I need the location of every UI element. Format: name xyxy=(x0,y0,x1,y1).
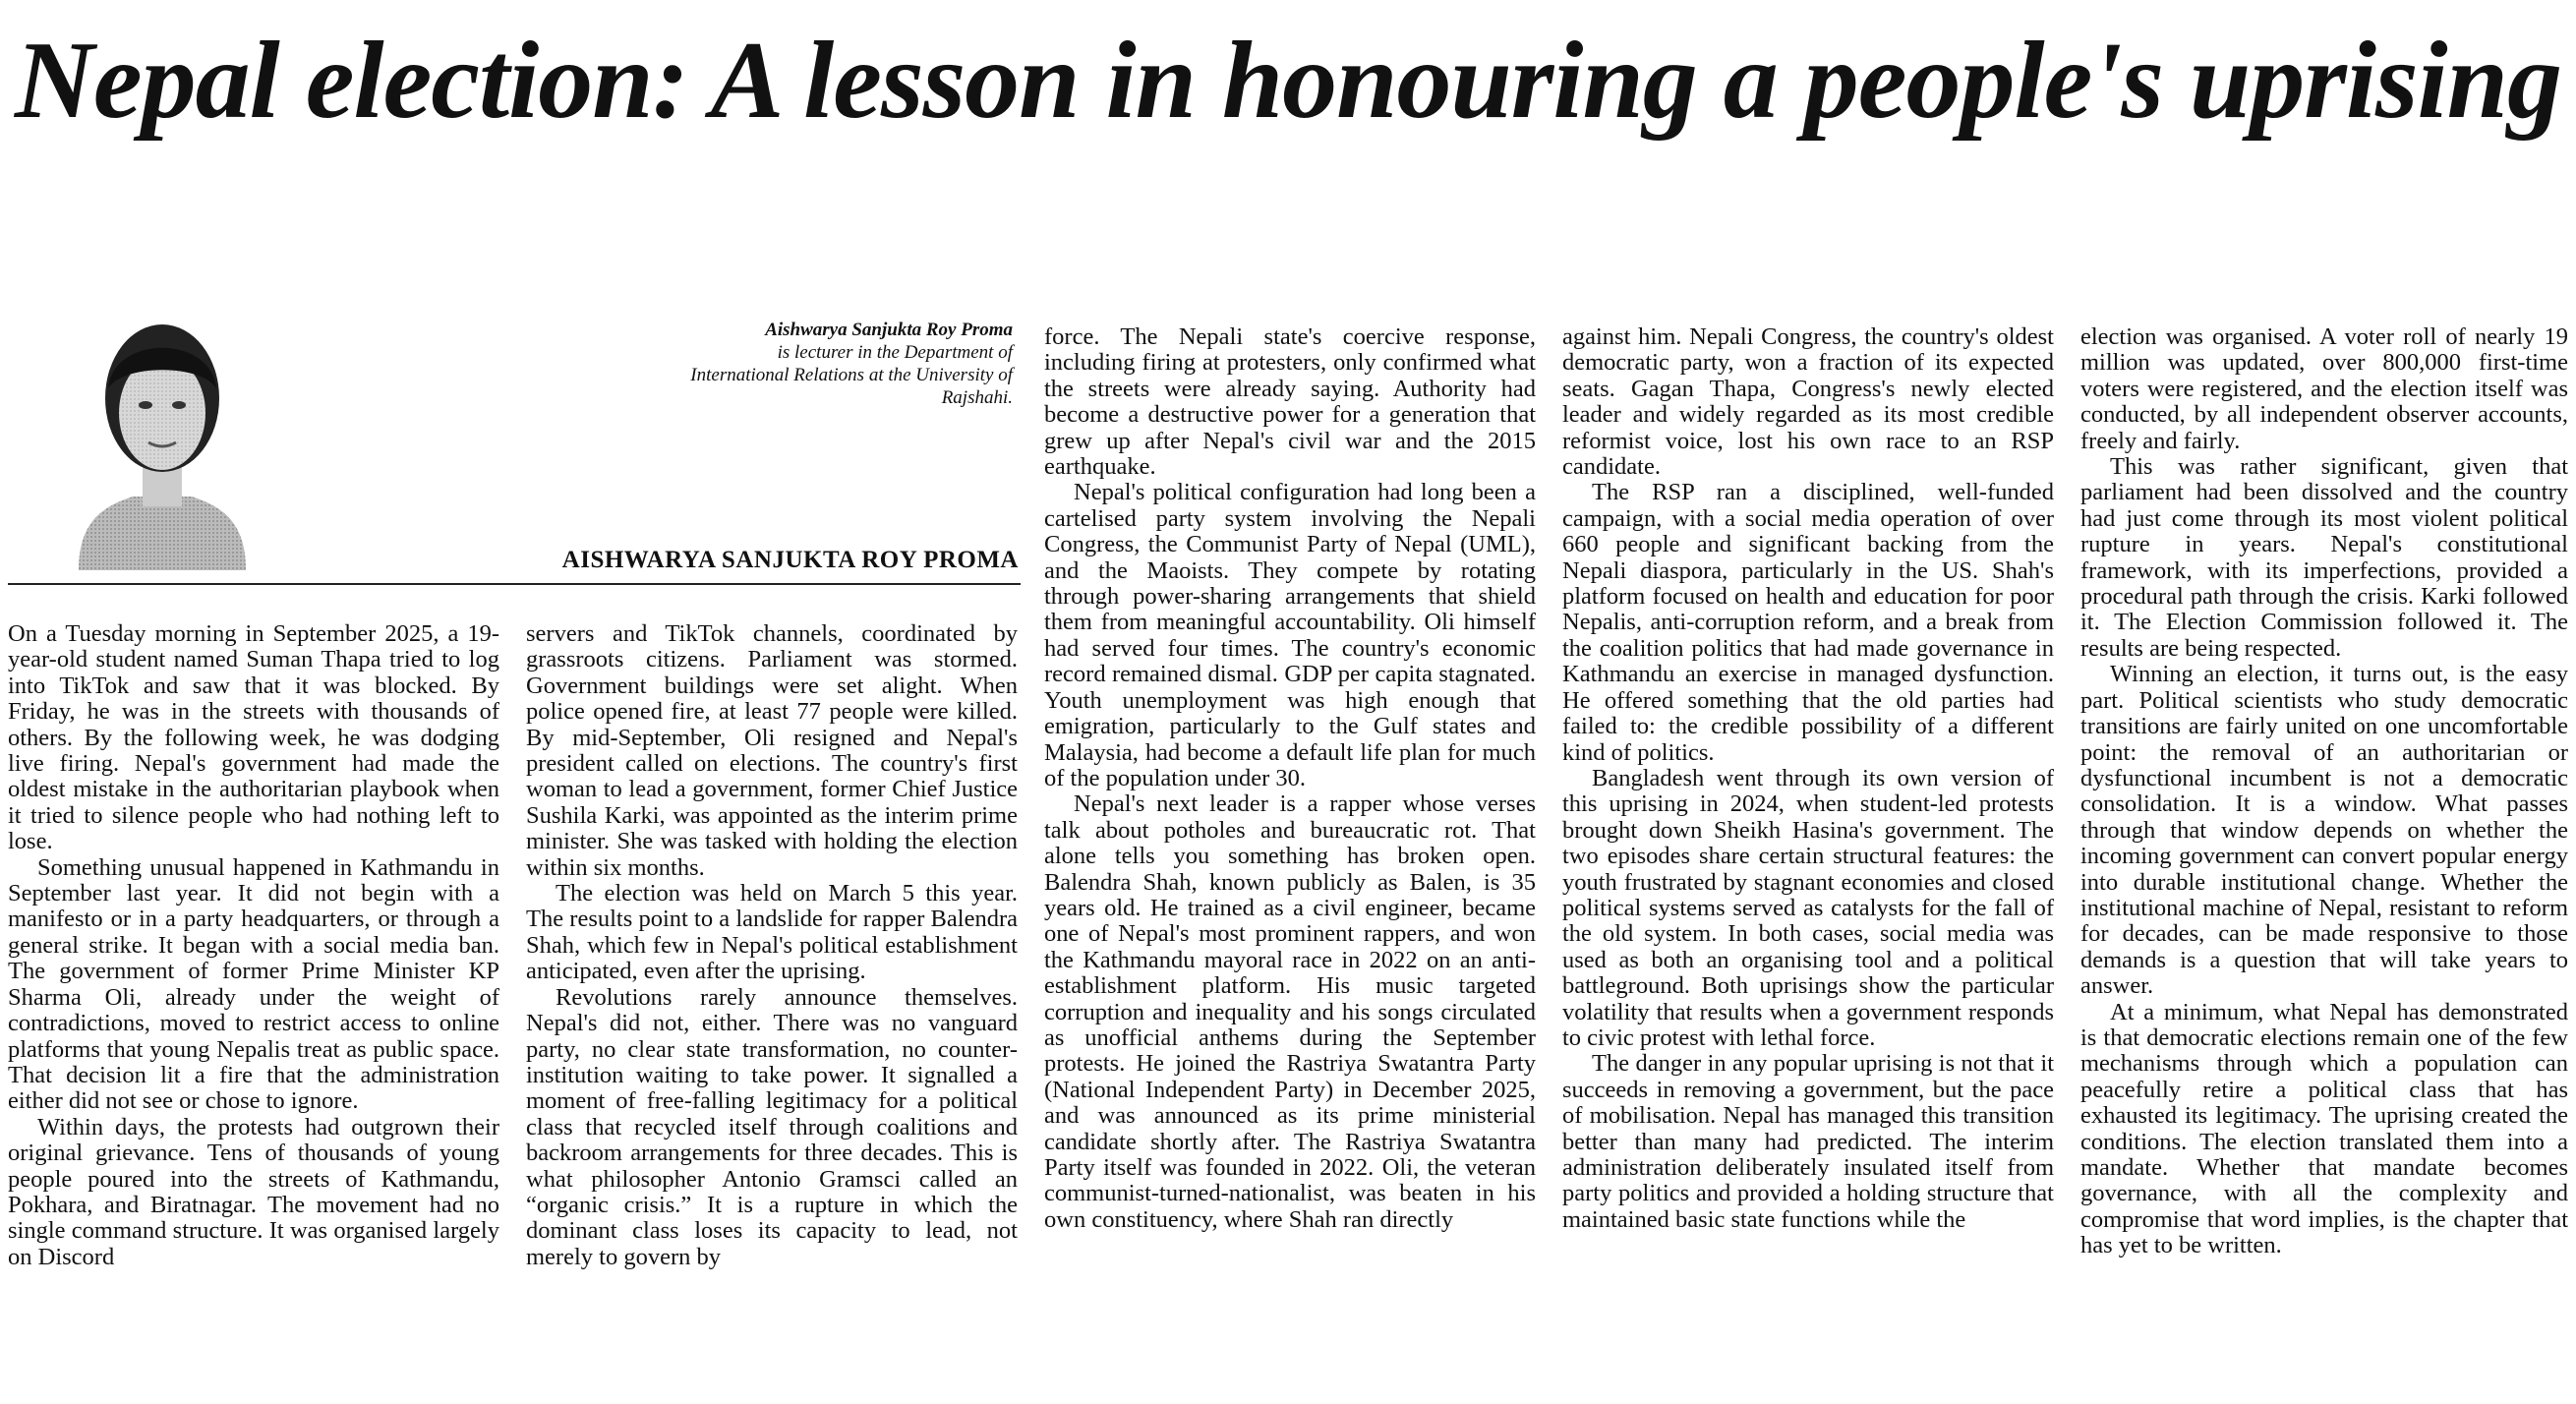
article-column-1 xyxy=(8,621,499,1398)
paragraph: Nepal's next leader is a rapper whose verses talk about potholes and bureaucratic rot. That alone tells you something has broken open. Balendra Shah, known publicly as Balen, is 35 years old. He trained as a civil engineer, became one of Nepal's most prominent rappers, and won the Kathmandu mayoral race in 2022 on an anti-establishment platform. His music targeted corruption and inequality and his songs circulated as unofficial anthems during the September protests. He joined the Rastriya Swatantra Party (National Independent Party) in December 2025, and was announced as its prime ministerial candidate shortly after. The Rastriya Swatantra Party itself was founded in 2022. Oli, the veteran communist-turned-nationalist, was beaten in his own constituency, where Shah ran directly xyxy=(1044,790,1536,1233)
byline: AISHWARYA SANJUKTA ROY PROMA xyxy=(561,547,1019,573)
paragraph: The election was held on March 5 this year. The results point to a landslide for rapper Balendra Shah, which few in Nepal's political establishment anticipated, even after the uprising. xyxy=(526,880,1018,985)
byline-divider xyxy=(8,583,1021,585)
paragraph: Within days, the protests had outgrown their original grievance. Tens of thousands of young people poured into the streets of Kathmandu, Pokhara, and Biratnagar. The movement had no single command structure. It was organised largely on Discord xyxy=(8,1113,499,1270)
paragraph: Bangladesh went through its own version of this uprising in 2024, when student-led protests brought down Sheikh Hasina's government. The two episodes share certain structural features: the youth frustrated by stagnant economies and closed political systems served as catalysts for the fall of the old system. In both cases, social media was used as both an organising tool and a political battleground. Both uprisings show the particular volatility that results when a government responds to civic protest with lethal force. xyxy=(1562,764,2054,1051)
paragraph: Revolutions rarely announce themselves. Nepal's did not, either. There was no vanguard party, no clear state transformation, no counter-institution waiting to take power. It signalled a moment of free-falling legitimacy for a political class that recycled itself through coalitions and backroom arrangements for three decades. This is what philosopher Antonio Gramsci called an “organic crisis.” It is a rupture in which the dominant class loses its capacity to lead, not merely to govern by xyxy=(526,983,1018,1270)
paragraph: At a minimum, what Nepal has demonstrated is that democratic elections remain one of the few mechanisms through which a population can peacefully retire a political class that has exhausted its legitimacy. The uprising created the conditions. The election translated them into a mandate. Whether that mandate becomes governance, with all the complexity and compromise that word implies, is the chapter that has yet to be written. xyxy=(2080,998,2568,1259)
paragraph: election was organised. A voter roll of nearly 19 million was updated, over 800,000 first-time voters were registered, and the election itself was conducted, by all independent observer accounts, freely and fairly. xyxy=(2080,324,2568,454)
paragraph: This was rather significant, given that parliament had been dissolved and the country had just come through its most violent political rupture in years. Nepal's constitutional framework, with its imperfections, provided a procedural path through the crisis. Karki followed it. The Election Commission followed it. The results are being respected. xyxy=(2080,453,2568,662)
paragraph: Nepal's political configuration had long been a cartelised party system involving the Nepali Congress, the Communist Party of Nepal (UML), and the Maoists. They compete by rotating through power-sharing arrangements that shield them from meaningful accountability. Oli himself had served four times. The country's economic record remained dismal. GDP per capita stagnated. Youth unemployment was high enough that emigration, particularly to the Gulf states and Malaysia, had become a default life plan for much of the population under 30. xyxy=(1044,479,1536,791)
author-note xyxy=(688,319,1013,409)
author-bio: is lecturer in the Department of International Relations at the University of Rajshahi. xyxy=(690,342,1013,408)
paragraph: On a Tuesday morning in September 2025, a 19-year-old student named Suman Thapa tried to log into TikTok and saw that it was blocked. By Friday, he was in the streets with thousands of others. By the following week, he was dodging live firing. Nepal's government had made the oldest mistake in the authoritarian playbook when it tried to silence people who had nothing left to lose. xyxy=(8,621,499,855)
article-column-5 xyxy=(2080,324,2568,1398)
paragraph: against him. Nepali Congress, the country's oldest democratic party, won a fraction of its expected seats. Gagan Thapa, Congress's newly elected leader and widely regarded as its most credible reformist voice, lost his own race to an RSP candidate. xyxy=(1562,324,2054,481)
headline: Nepal election: A lesson in honouring a people's uprising xyxy=(15,20,2561,142)
article-column-3 xyxy=(1044,324,1536,1398)
paragraph: The RSP ran a disciplined, well-funded campaign, with a social media operation of over 660 people and significant backing from the Nepali diaspora, particularly in the US. Shah's platform focused on health and education for poor Nepalis, anti-corruption reform, and a break from the coalition politics that had made governance in Kathmandu an exercise in managed dysfunction. He offered something that the old parties had failed to: the credible possibility of a different kind of politics. xyxy=(1562,479,2054,766)
paragraph: Something unusual happened in Kathmandu in September last year. It did not begin with a manifesto or in a party headquarters, or through a general strike. It began with a social media ban. The government of former Prime Minister KP Sharma Oli, already under the weight of contradictions, moved to restrict access to online platforms that young Nepalis treat as public space. That decision lit a fire that the administration either did not see or chose to ignore. xyxy=(8,853,499,1115)
paragraph: servers and TikTok channels, coordinated by grassroots citizens. Parliament was stormed. Government buildings were set alight. When police opened fire, at least 77 people were killed. By mid-September, Oli resigned and Nepal's president called on elections. The country's first woman to lead a government, former Chief Justice Sushila Karki, was appointed as the interim prime minister. She was tasked with holding the election within six months. xyxy=(526,621,1018,881)
article-column-4 xyxy=(1562,324,2054,1398)
article-column-2 xyxy=(526,621,1018,1398)
paragraph: Winning an election, it turns out, is the easy part. Political scientists who study democratic transitions are fairly united on one uncomfortable point: the removal of an authoritarian or dysfunctional incumbent is not a democratic consolidation. It is a window. What passes through that window depends on whether the incoming government can convert popular energy into durable institutional change. Whether the institutional machine of Nepal, resistant to reform for decades, can be made responsive to those demands is a question that will take years to answer. xyxy=(2080,661,2568,1000)
paragraph: The danger in any popular uprising is not that it succeeds in removing a government, but the pace of mobilisation. Nepal has managed this transition better than many had predicted. The interim administration deliberately insulated itself from party politics and provided a holding structure that maintained basic state functions while the xyxy=(1562,1050,2054,1233)
paragraph: force. The Nepali state's coercive response, including firing at protesters, only confirmed what the streets were already saying. Authority had become a destructive power for a generation that grew up after Nepal's civil war and the 2015 earthquake. xyxy=(1044,324,1536,481)
author-name: Aishwarya Sanjukta Roy Proma xyxy=(765,320,1013,340)
author-photo xyxy=(54,295,265,570)
